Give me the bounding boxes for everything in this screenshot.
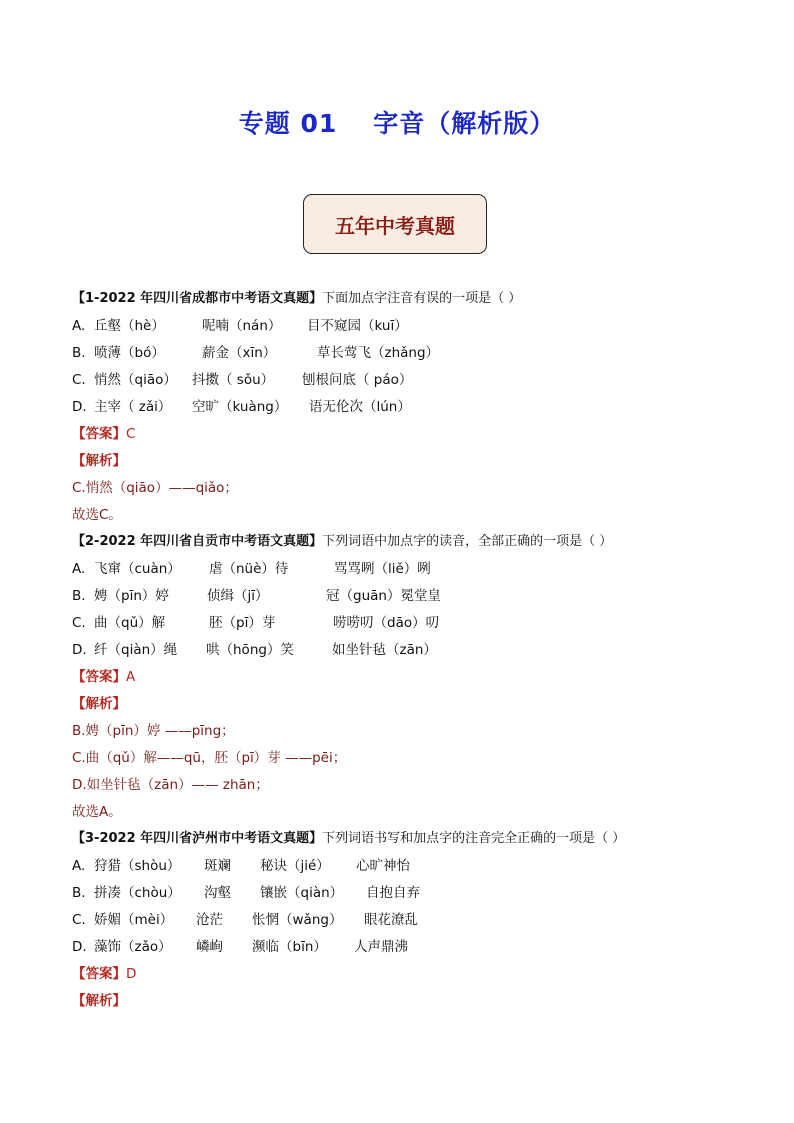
option-item: 纤（qiàn）绳 — [94, 642, 178, 658]
option-item: 胚（pī）芽 — [209, 615, 276, 631]
analysis-line: B.娉（pīn）婷 ——pīng； — [72, 723, 235, 739]
option-row — [72, 559, 732, 586]
question-list — [72, 289, 732, 1018]
option-letter: B. — [72, 885, 86, 901]
option-item: 娇媚（mèi） — [94, 912, 174, 928]
option-item: 刨根问底（ páo） — [302, 372, 413, 388]
option-row — [72, 613, 732, 640]
option-item: 沧茫 — [196, 912, 223, 928]
question-text: 下列词语书写和加点字的注音完全正确的一项是（ ） — [322, 831, 626, 846]
option-item: 目不窥园（kuī） — [307, 318, 408, 334]
answer-line — [72, 424, 732, 451]
analysis-line: 故选C。 — [72, 507, 122, 523]
option-item: 侦缉（jī） — [207, 588, 269, 604]
option-item: 主宰（ zǎi） — [94, 399, 172, 415]
option-item: 拼凑（chòu） — [94, 885, 181, 901]
question-source: 【3-2022 年四川省泸州市中考语文真题】 — [72, 831, 323, 846]
option-item: 心旷神怡 — [356, 858, 410, 874]
option-row — [72, 370, 732, 397]
question-text: 下面加点字注音有误的一项是（ ） — [322, 291, 522, 306]
option-item: 抖擞（ sǒu） — [192, 372, 275, 388]
question-stem — [72, 289, 732, 316]
option-row — [72, 316, 732, 343]
question-stem — [72, 829, 732, 856]
analysis-header — [72, 451, 732, 478]
option-item: 秘诀（jié） — [260, 858, 330, 874]
option-letter: A. — [72, 858, 86, 874]
answer-value: C — [126, 426, 136, 442]
option-item: 骂骂咧（liě）咧 — [334, 561, 431, 577]
analysis-label: 【解析】 — [72, 993, 126, 1009]
option-item: 虐（nüè）待 — [209, 561, 289, 577]
option-row — [72, 586, 732, 613]
analysis-line: D.如坐针毡（zān）—— zhān； — [72, 777, 269, 793]
answer-label: 【答案】 — [72, 426, 126, 442]
analysis-line: 故选A。 — [72, 804, 122, 820]
answer-label: 【答案】 — [72, 669, 126, 685]
option-letter: D. — [72, 939, 87, 955]
question-source: 【1-2022 年四川省成都市中考语文真题】 — [72, 291, 323, 306]
answer-value: D — [126, 966, 137, 982]
analysis-label: 【解析】 — [72, 696, 126, 712]
analysis-header — [72, 694, 732, 721]
option-letter: A. — [72, 318, 86, 334]
option-row — [72, 883, 732, 910]
option-letter: D. — [72, 642, 87, 658]
option-letter: B. — [72, 345, 86, 361]
option-item: 薪金（xīn） — [202, 345, 277, 361]
section-banner: 五年中考真题 — [303, 194, 487, 254]
question-source: 【2-2022 年四川省自贡市中考语文真题】 — [72, 534, 323, 549]
option-item: 呢喃（nán） — [202, 318, 282, 334]
option-row — [72, 640, 732, 667]
analysis-line: C.悄然（qiāo）——qiǎo； — [72, 480, 238, 496]
analysis-line: C.曲（qǔ）解——qū，胚（pī）芽 ——pēi； — [72, 750, 347, 766]
answer-label: 【答案】 — [72, 966, 126, 982]
option-item: 冠（guān）冕堂皇 — [326, 588, 441, 604]
option-item: 语无伦次（lún） — [309, 399, 411, 415]
option-row — [72, 397, 732, 424]
page-title — [0, 104, 794, 140]
option-item: 飞窜（cuàn） — [94, 561, 181, 577]
analysis-label: 【解析】 — [72, 453, 126, 469]
option-row — [72, 937, 732, 964]
option-item: 曲（qǔ）解 — [94, 615, 166, 631]
answer-value: A — [126, 669, 136, 685]
option-item: 怅惘（wǎng） — [252, 912, 343, 928]
option-item: 沟壑 — [204, 885, 231, 901]
option-item: 眼花潦乱 — [364, 912, 418, 928]
title-part1: 专题 01 — [238, 109, 338, 138]
option-letter: D. — [72, 399, 87, 415]
option-item: 自抱自弃 — [366, 885, 420, 901]
option-item: 如坐针毡（zān） — [332, 642, 437, 658]
option-item: 镶嵌（qiàn） — [260, 885, 344, 901]
option-row — [72, 343, 732, 370]
option-item: 濒临（bīn） — [252, 939, 327, 955]
option-item: 哄（hōng）笑 — [206, 642, 294, 658]
question-text: 下列词语中加点字的读音，全部正确的一项是（ ） — [322, 534, 613, 549]
option-item: 空旷（kuàng） — [192, 399, 288, 415]
option-item: 斑斓 — [204, 858, 231, 874]
title-part2: 字音（解析版） — [373, 109, 556, 138]
option-letter: C. — [72, 912, 86, 928]
option-item: 人声鼎沸 — [354, 939, 408, 955]
option-item: 喷薄（bó） — [94, 345, 165, 361]
answer-line — [72, 667, 732, 694]
option-item: 藻饰（zǎo） — [94, 939, 172, 955]
option-item: 唠唠叨（dāo）叨 — [333, 615, 440, 631]
option-item: 丘壑（hè） — [94, 318, 165, 334]
option-item: 草长莺飞（zhǎng） — [317, 345, 440, 361]
option-row — [72, 910, 732, 937]
answer-line — [72, 964, 732, 991]
analysis-header — [72, 991, 732, 1018]
option-item: 嶙峋 — [196, 939, 223, 955]
option-letter: C. — [72, 372, 86, 388]
option-letter: C. — [72, 615, 86, 631]
option-letter: B. — [72, 588, 86, 604]
option-item: 悄然（qiāo） — [94, 372, 177, 388]
option-item: 狩猎（shòu） — [94, 858, 181, 874]
option-row — [72, 856, 732, 883]
question-stem — [72, 532, 732, 559]
option-item: 娉（pīn）婷 — [94, 588, 169, 604]
option-letter: A. — [72, 561, 86, 577]
